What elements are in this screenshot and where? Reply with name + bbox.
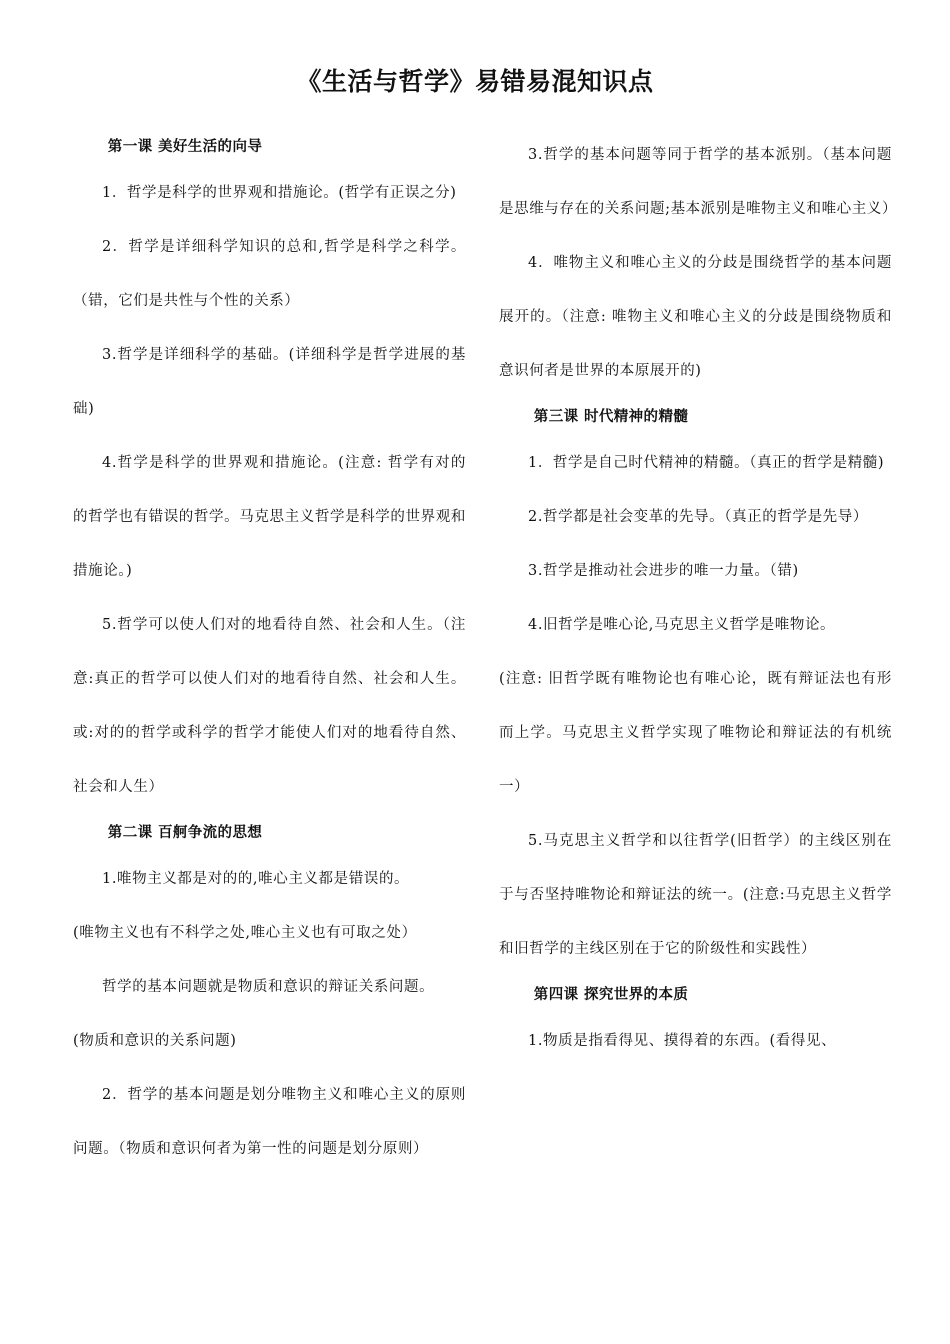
paragraph: 3.哲学的基本问题等同于哲学的基本派别。（基本问题是思维与存在的关系问题;基本派别是唯物主义和唯心主义） xyxy=(499,147,898,217)
left-column xyxy=(73,128,466,1176)
paragraph: (唯物主义也有不科学之处,唯心主义也有可取之处） xyxy=(73,925,417,941)
paragraph: (注意: 旧哲学既有唯物论也有唯心论，既有辩证法也有形而上学。马克思主义哲学实现了唯物论和辩证法的有机统一） xyxy=(499,671,892,795)
paragraph: 1.物质是指看得见、摸得着的东西。(看得见、 xyxy=(528,1033,837,1049)
section-heading-lesson-4: 第四课 探究世界的本质 xyxy=(533,987,689,1003)
paragraph: (物质和意识的关系问题) xyxy=(73,1033,237,1049)
section-heading-lesson-2: 第二课 百舸争流的思想 xyxy=(107,825,263,841)
paragraph: 2.哲学都是社会变革的先导。（真正的哲学是先导） xyxy=(528,509,868,525)
paragraph: 1．哲学是科学的世界观和措施论。(哲学有正误之分) xyxy=(102,185,457,201)
paragraph: 哲学的基本问题就是物质和意识的辩证关系问题。 xyxy=(102,979,435,995)
right-column xyxy=(499,128,898,1068)
paragraph: 2．哲学是详细科学知识的总和,哲学是科学之科学。（错，它们是共性与个性的关系） xyxy=(73,239,466,309)
paragraph: 5.马克思主义哲学和以往哲学(旧哲学）的主线区别在于与否坚持唯物论和辩证法的统一。(注意:马克思主义哲学和旧哲学的主线区别在于它的阶级性和实践性） xyxy=(499,833,892,957)
paragraph: 5.哲学可以使人们对的地看待自然、社会和人生。（注意:真正的哲学可以使人们对的地看待自然、社会和人生。或:对的的哲学或科学的哲学才能使人们对的地看待自然、社会和人生） xyxy=(73,617,466,795)
section-heading-lesson-3: 第三课 时代精神的精髓 xyxy=(533,409,689,425)
paragraph: 2．哲学的基本问题是划分唯物主义和唯心主义的原则问题。（物质和意识何者为第一性的问题是划分原则） xyxy=(73,1087,466,1157)
paragraph: 1．哲学是自己时代精神的精髓。（真正的哲学是精髓) xyxy=(528,455,885,471)
paragraph: 1.唯物主义都是对的的,唯心主义都是错误的。 xyxy=(102,871,410,887)
section-heading-lesson-1: 第一课 美好生活的向导 xyxy=(107,139,263,155)
paragraph: 3.哲学是推动社会进步的唯一力量。（错) xyxy=(528,563,799,579)
paragraph: 4．唯物主义和唯心主义的分歧是围绕哲学的基本问题展开的。（注意: 唯物主义和唯心主义的分歧是围绕物质和意识何者是世界的本原展开的) xyxy=(499,255,892,379)
paragraph: 4.哲学是科学的世界观和措施论。(注意: 哲学有对的的哲学也有错误的哲学。马克思主义哲学是科学的世界观和措施论。) xyxy=(73,455,466,579)
document-title: 《生活与哲学》易错易混知识点 xyxy=(296,67,654,96)
paragraph: 4.旧哲学是唯心论,马克思主义哲学是唯物论。 xyxy=(528,617,836,633)
paragraph: 3.哲学是详细科学的基础。(详细科学是哲学进展的基础) xyxy=(73,347,466,417)
